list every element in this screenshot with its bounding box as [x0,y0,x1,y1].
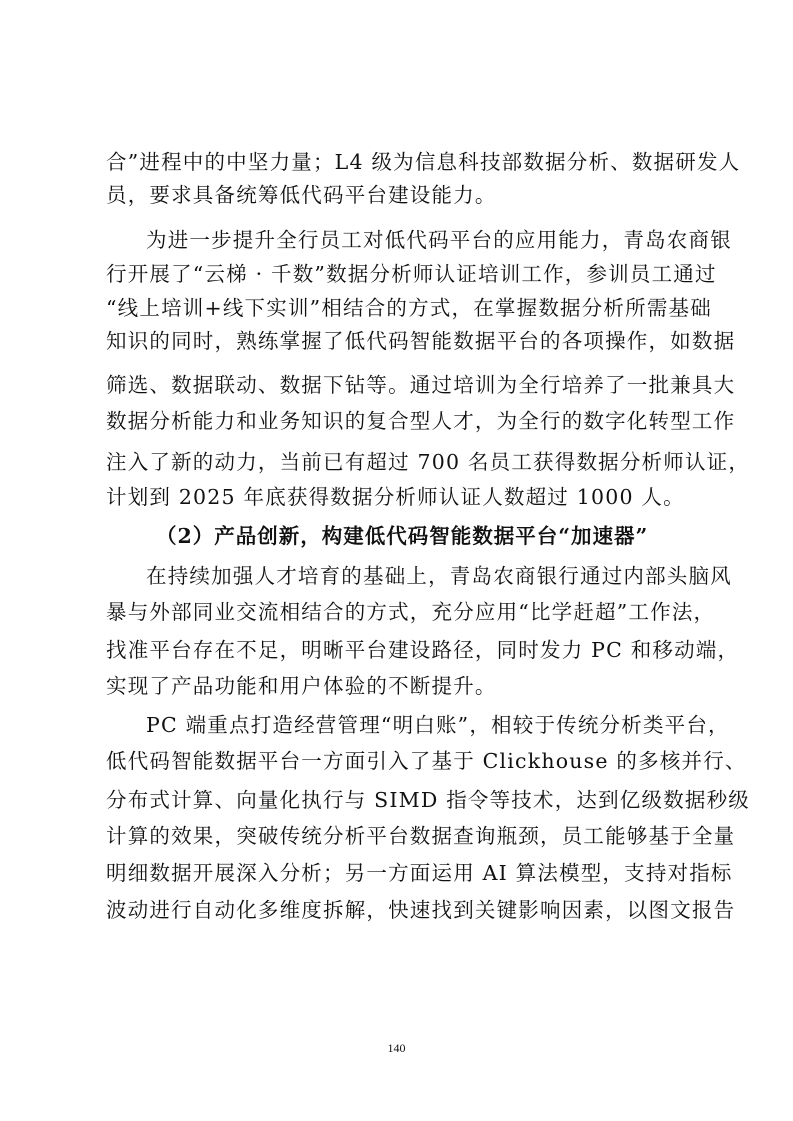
page-number: 140 [387,1041,406,1055]
text-line: PC 端重点打造经营管理“明白账”，相较于传统分析类平台， [146,713,730,737]
text-line: 低代码智能数据平台一方面引入了基于 Clickhouse 的多核并行、 [106,749,747,773]
text-line: 波动进行自动化多维度拆解，快速找到关键影响因素，以图文报告 [106,898,736,922]
text-line: 在持续加强人才培育的基础上，青岛农商银行通过内部头脑风 [146,564,732,588]
text-line: 筛选、数据联动、数据下钻等。通过培训为全行培养了一批兼具大 [106,373,736,397]
text-line: 知识的同时，熟练掌握了低代码智能数据平台的各项操作，如数据 [106,329,736,353]
text-line: 找准平台存在不足，明晰平台建设路径，同时发力 PC 和移动端， [106,638,740,662]
text-line: 分布式计算、向量化执行与 SIMD 指令等技术，达到亿级数据秒级 [106,788,750,812]
section-heading: （2）产品创新，构建低代码智能数据平台“加速器” [156,524,649,548]
text-line: 明细数据开展深入分析；另一方面运用 AI 算法模型，支持对指标 [106,861,733,885]
text-line: 实现了产品功能和用户体验的不断提升。 [106,674,497,698]
text-line: 计划到 2025 年底获得数据分析师认证人数超过 1000 人。 [106,485,685,509]
text-line: 数据分析能力和业务知识的复合型人才，为全行的数字化转型工作 [106,409,736,433]
text-line: 员，要求具备统筹低代码平台建设能力。 [106,183,497,207]
text-line: 合”进程中的中坚力量；L4 级为信息科技部数据分析、数据研发人 [106,150,741,174]
text-line: 行开展了“云梯 · 千数”数据分析师认证培训工作，参训员工通过 [106,262,717,286]
text-line: 暴与外部同业交流相结合的方式，充分应用“比学赶超”工作法， [106,600,716,624]
text-line: 为进一步提升全行员工对低代码平台的应用能力，青岛农商银 [146,228,732,252]
text-line: “线上培训+线下实训”相结合的方式，在掌握数据分析所需基础 [106,296,712,320]
text-line: 注入了新的动力，当前已有超过 700 名员工获得数据分析师认证， [106,450,751,474]
text-line: 计算的效果，突破传统分析平台数据查询瓶颈，员工能够基于全量 [106,824,736,848]
